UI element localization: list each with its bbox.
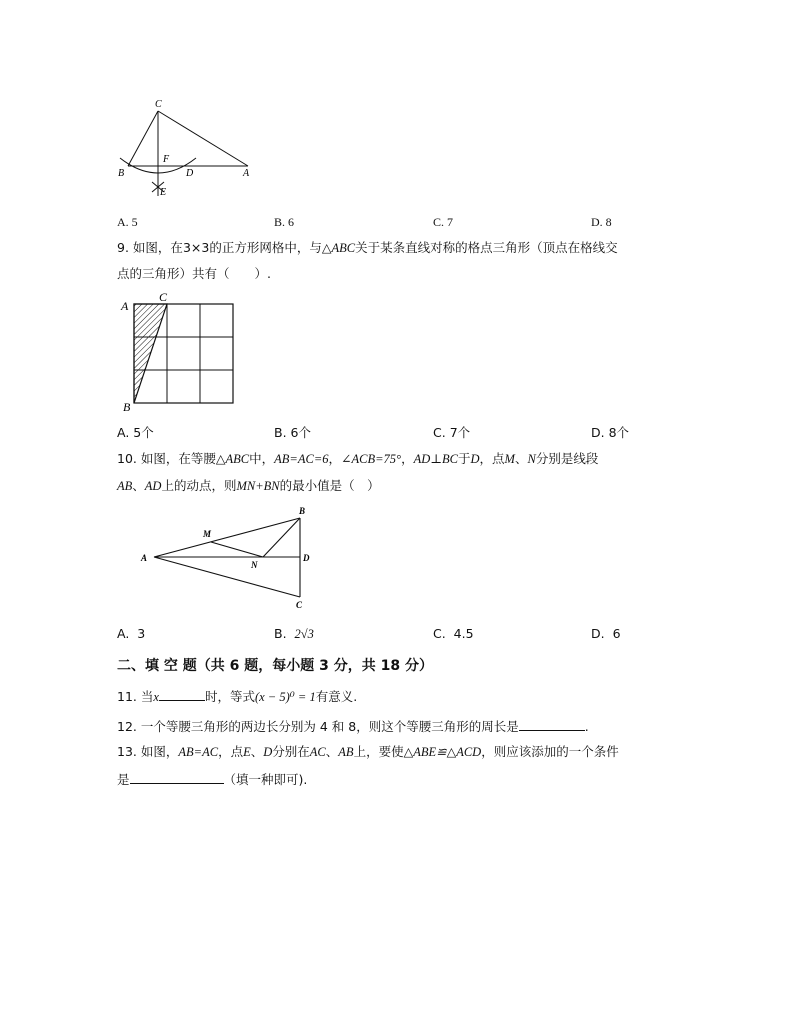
q8-figure: [112, 96, 262, 202]
q10-text-line2: AB、AD上的动点，则MN+BN的最小值是（ ）: [117, 478, 380, 493]
q10-option-d: D. 6: [591, 626, 621, 641]
q9-text-line2: 点的三角形）共有（ ）.: [117, 266, 271, 281]
q10-option-b: B. 2√3: [274, 626, 314, 641]
q10-figure: [136, 502, 316, 614]
q10-option-a: A. 3: [117, 626, 146, 641]
q10-label-b: B: [299, 506, 306, 516]
q10-option-c: C. 4.5: [433, 626, 474, 641]
q11-answer-blank[interactable]: [159, 688, 205, 701]
q10-label-a: A: [141, 553, 148, 563]
q9-label-a: A: [121, 299, 129, 313]
q8-option-c: C. 7: [433, 215, 454, 229]
q8-label-e: E: [160, 187, 167, 198]
q8-label-b: B: [118, 168, 125, 179]
q9-text-line1: 9. 如图，在3×3的正方形网格中，与△ABC关于某条直线对称的格点三角形（顶点在格线交: [117, 240, 618, 255]
q9-option-c: C. 7个: [433, 425, 471, 440]
q9-figure: [116, 290, 238, 414]
q8-option-a: A. 5: [117, 215, 138, 229]
q10-label-d: D: [303, 553, 310, 563]
q8-label-c: C: [155, 99, 162, 110]
q9-label-b: B: [123, 400, 131, 414]
q9-triangle-abc: [134, 304, 167, 403]
q13-answer-blank[interactable]: [130, 771, 224, 784]
q9-option-b: B. 6个: [274, 425, 311, 440]
q10-label-m: M: [203, 529, 212, 539]
q8-option-b: B. 6: [274, 215, 295, 229]
q8-label-f: F: [163, 154, 170, 165]
q9-option-a: A. 5个: [117, 425, 154, 440]
q11-text: 11. 当x 时，等式(x − 5)⁰ = 1有意义.: [117, 689, 358, 704]
q8-line-ca: [158, 111, 248, 166]
q13-text-line1: 13. 如图，AB=AC，点E、D分别在AC、AB上，要使△ABE≌△ACD，则应该添加的一个条件: [117, 744, 619, 759]
q8-label-d: D: [186, 168, 194, 179]
section-title: 二、填 空 题（共 6 题，每小题 3 分，共 18 分）: [117, 658, 433, 674]
q13-text-line2: 是 （填一种即可).: [117, 772, 308, 787]
q9-label-c: C: [159, 290, 168, 304]
q10-label-n: N: [251, 560, 258, 570]
q8-option-d: D. 8: [591, 215, 612, 229]
q9-option-d: D. 8个: [591, 425, 630, 440]
q8-line-cb: [128, 111, 158, 166]
q12-answer-blank[interactable]: [519, 718, 585, 731]
q10-text-line1: 10. 如图，在等腰△ABC中，AB=AC=6，∠ACB=75°，AD⊥BC于D，点M、N分别是线段: [117, 451, 599, 466]
q8-label-a: A: [243, 168, 250, 179]
q10-label-c: C: [296, 600, 303, 610]
q12-text: 12. 一个等腰三角形的两边长分别为 4 和 8，则这个等腰三角形的周长是 .: [117, 719, 589, 734]
